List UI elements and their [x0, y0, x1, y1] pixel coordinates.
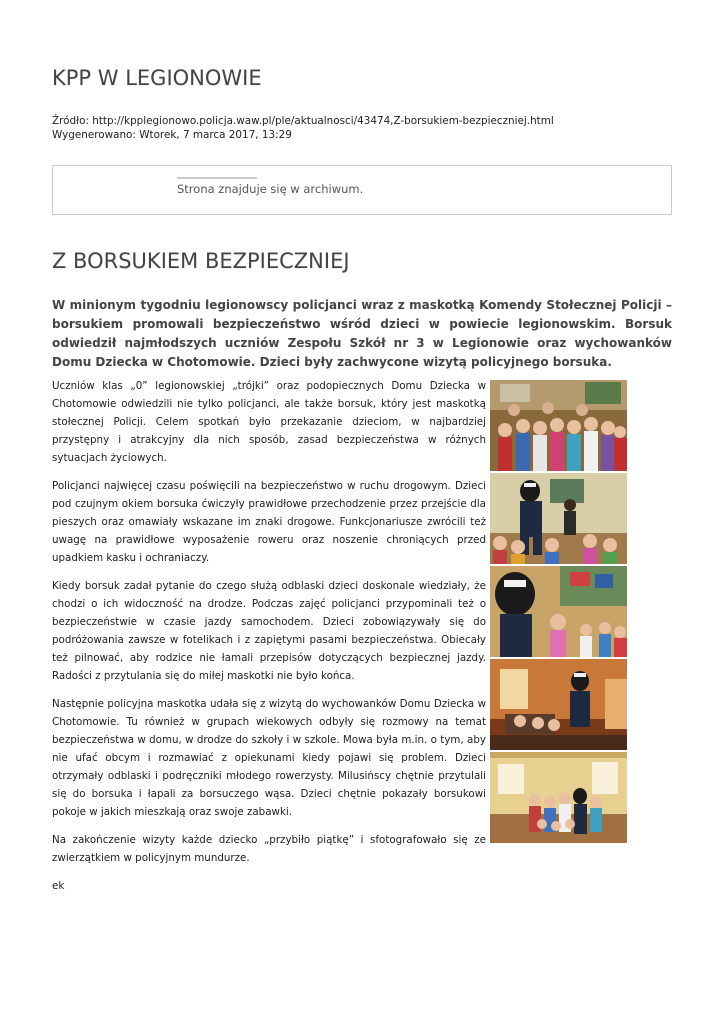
photo-image — [490, 380, 627, 471]
photo-image — [490, 566, 627, 657]
article-paragraph: Następnie policyjna maskotka udała się z wizytą do wychowanków Domu Dziecka w Chotomowie. Tu również w grupach wiekowych odbyły się rozmowy na temat bezpieczeństwa w domu, w drodze do szkoły i w szkole. Mowa była m.in. o tym, aby nie ufać obcym i rozmawiać z opiekunami kiedy pojawi się problem. Dzieci otrzymały odblaski i podręczniki młodego rowerzysty. Milusińscy chętnie przytulali się do borsuka i łapali za borsuczego wąsa. Dzieci chętnie pokazały borsukowi pokoje w jakich mieszkają oraz swoje zabawki. — [52, 698, 486, 818]
photo-children-classroom[interactable] — [490, 380, 627, 471]
article-lead: W minionym tygodniu legionowscy policjanci wraz z maskotką Komendy Stołecznej Policji – borsukiem promowali bezpieczeństwo wśród dzieci w powiecie legionowskim. Borsuk odwiedził najmłodszych uczniów Zespołu Szkół nr 3 w Legionowie oraz wychowanków Domu Dziecka w Chotomowie. Dzieci były zachwycone wizytą policyjnego borsuka. — [52, 298, 672, 369]
article-author: ek — [52, 880, 65, 892]
photo-image — [490, 473, 627, 564]
site-title: KPP W LEGIONOWIE — [52, 66, 262, 90]
photo-image — [490, 659, 627, 750]
archive-divider — [177, 177, 257, 179]
photo-mascot-child[interactable] — [490, 566, 627, 657]
article-body — [52, 377, 486, 905]
photo-group[interactable] — [490, 752, 627, 843]
photo-orphanage-room[interactable] — [490, 659, 627, 750]
photo-badger-mascot[interactable] — [490, 473, 627, 564]
photo-gallery — [490, 380, 627, 845]
article-paragraph: Kiedy borsuk zadał pytanie do czego służą odblaski dzieci doskonale wiedziały, że chodzi o ich widoczność na drodze. Podczas zajęć policjanci przypominali też o bezpieczeństwie w czasie jazdy samochodem. Dzieci zobowiązywały się do podróżowania zawsze w fotelikach i z zapiętymi pasami bezpieczeństwa. Obiecały też pilnować, aby rodzice nie łamali przepisów dotyczących bezpiecznej jazdy. Radości z przytulania się do miłej maskotki nie było końca. — [52, 580, 486, 682]
article-paragraph: Policjanci najwięcej czasu poświęcili na bezpieczeństwo w ruchu drogowym. Dzieci pod czujnym okiem borsuka ćwiczyły prawidłowe przechodzenie przez przejście dla pieszych oraz omawiały wskazane im znaki drogowe. Funkcjonariusze zwrócili też uwagę na prawidłowe wyposażenie roweru oraz noszenie chroniących przed upadkiem kasku i ochraniaczy. — [52, 480, 486, 564]
source-url[interactable]: Źródło: http://kpplegionowo.policja.waw.pl/ple/aktualnosci/43474,Z-borsukiem-bezpieczniej.html — [52, 115, 554, 127]
archive-notice: Strona znajduje się w archiwum. — [177, 182, 364, 196]
archive-notice-box — [52, 165, 672, 215]
article-paragraph: Na zakończenie wizyty każde dziecko „przybiło piątkę” i sfotografowało się ze zwierzątkiem w policyjnym mundurze. — [52, 834, 486, 864]
article-title: Z BORSUKIEM BEZPIECZNIEJ — [52, 249, 350, 273]
article-paragraph: Uczniów klas „0” legionowskiej „trójki” oraz podopiecznych Domu Dziecka w Chotomowie odwiedzili nie tylko policjanci, ale także borsuk, który jest maskotką stołecznej Policji. Celem spotkań było przekazanie dzieciom, w najbardziej przystępny i atrakcyjny dla nich sposób, zasad bezpieczeństwa w różnych sytuacjach życiowych. — [52, 380, 486, 464]
document-meta — [52, 114, 554, 142]
photo-image — [490, 752, 627, 843]
generated-date: Wygenerowano: Wtorek, 7 marca 2017, 13:29 — [52, 129, 292, 141]
